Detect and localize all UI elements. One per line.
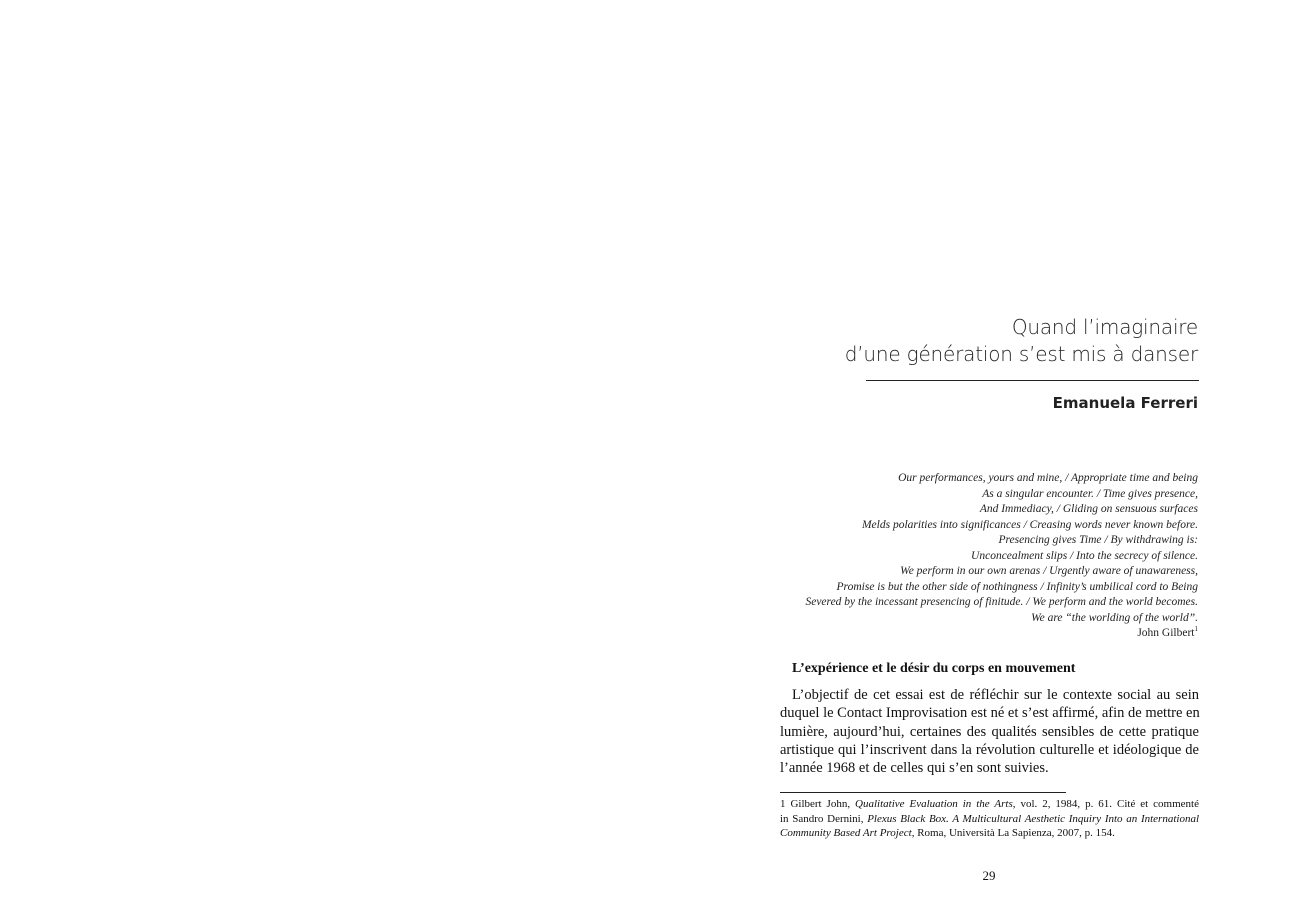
footnote-line (780, 826, 1199, 841)
epigraph (805, 471, 1198, 642)
epigraph-line: We perform in our own arenas / Urgently aware of unawareness, (900, 565, 1198, 577)
epigraph-attribution-name: John Gilbert (1137, 627, 1195, 639)
footnote-citation-title: Community Based Art Project (780, 827, 912, 839)
paragraph-line: artistique qui l’inscrivent dans la révolution culturelle et idéologique de (780, 741, 1199, 758)
epigraph-line: As a singular encounter. / Time gives presence, (982, 487, 1198, 500)
epigraph-line: Unconcealment slips / Into the secrecy of silence. (971, 549, 1198, 562)
footnote-text: in Sandro Dernini, (780, 812, 868, 825)
epigraph-attribution (805, 626, 1198, 642)
epigraph-line: Severed by the incessant presencing of finitude. / We perform and the world becomes. (805, 596, 1198, 608)
article-title-line-1: Quand l’imaginaire (1011, 315, 1198, 339)
epigraph-line: Presencing gives Time / By withdrawing is: (998, 534, 1198, 546)
footnote-line (780, 797, 1199, 812)
footnote-text: 1 Gilbert John, (780, 798, 856, 810)
paragraph-line: lumière, aujourd’hui, certaines des qualités sensibles de cette pratique (780, 723, 1199, 740)
epigraph-line: Melds polarities into significances / Creasing words never known before. (861, 518, 1198, 531)
epigraph-line: We are “the worlding of the world”. (1031, 611, 1198, 624)
paragraph-line: duquel le Contact Improvisation est né et s’est affirmé, afin de mettre en (780, 705, 1200, 722)
footnote (780, 797, 1199, 841)
paragraph-line: l’année 1968 et de celles qui s’en sont suivies. (780, 760, 1049, 777)
footnote-citation-title: Plexus Black Box. A Multicultural Aesthetic Inquiry Into an International (867, 812, 1199, 825)
epigraph-line: Promise is but the other side of nothingness / Infinity’s umbilical cord to Being (836, 580, 1198, 593)
footnote-line (780, 812, 1199, 827)
page-number: 29 (982, 868, 996, 883)
paragraph-line: L’objectif de cet essai est de réfléchir sur le contexte social au sein (792, 687, 1199, 703)
epigraph-line: And Immediacy, / Gliding on sensuous surfaces (979, 503, 1198, 515)
footnote-text: , Roma, Università La Sapienza, 2007, p. 154. (911, 827, 1115, 839)
section-heading: L’expérience et le désir du corps en mouvement (792, 661, 1076, 676)
article-title-line-2: d’une génération s’est mis à danser (844, 342, 1198, 366)
article-title (845, 314, 1198, 368)
footnote-text: , vol. 2, 1984, p. 61. Cité et commenté (1012, 798, 1199, 810)
footnote-reference-mark[interactable]: 1 (1194, 625, 1198, 634)
footnote-citation-title: Qualitative Evaluation in the Arts (855, 798, 1013, 810)
title-divider (866, 380, 1199, 381)
author-name: Emanuela Ferreri (1052, 394, 1198, 412)
footnote-divider (780, 792, 1066, 793)
body-paragraph (780, 686, 1199, 777)
epigraph-line: Our performances, yours and mine, / Appropriate time and being (898, 472, 1198, 484)
